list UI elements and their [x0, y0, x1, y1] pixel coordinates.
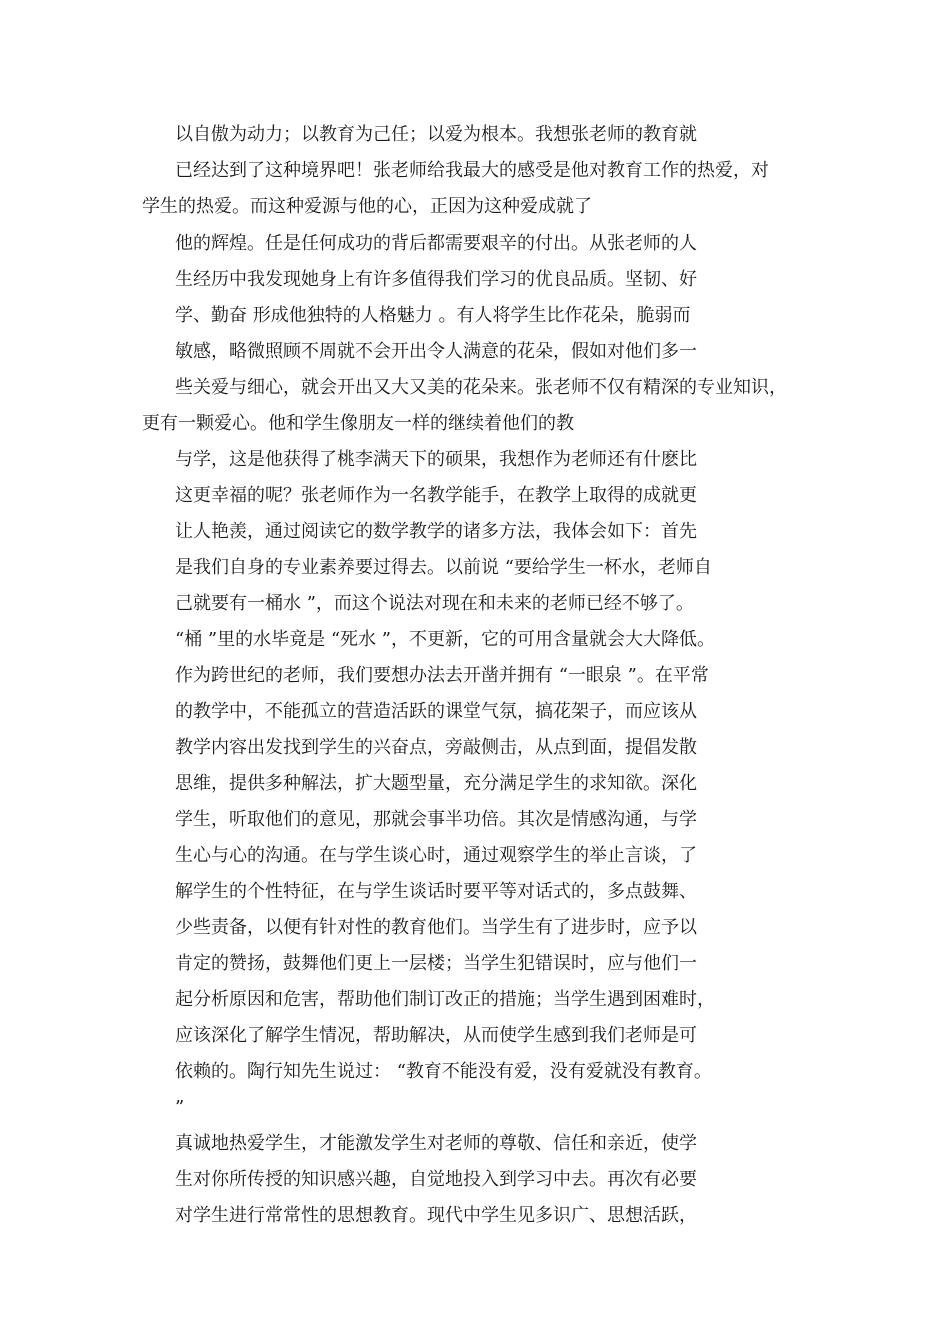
text-line: 生心与心的沟通。在与学生谈心时，通过观察学生的举止言谈，了	[175, 845, 697, 866]
text-line: 以自傲为动力；以教育为己任；以爱为根本。我想张老师的教育就	[175, 124, 697, 145]
text-line: 真诚地热爱学生，才能激发学生对老师的尊敬、信任和亲近，使学	[175, 1133, 697, 1154]
text-line: 让人艳羡，通过阅读它的数学教学的诸多方法，我体会如下：首先	[175, 521, 697, 542]
text-line: 应该深化了解学生情况，帮助解决，从而使学生感到我们老师是可	[175, 1025, 697, 1046]
text-line: 教学内容出发找到学生的兴奋点，旁敲侧击，从点到面，提倡发散	[175, 737, 697, 758]
text-line: 学、勤奋 形成他独特的人格魅力 。有人将学生比作花朵，脆弱而	[175, 305, 691, 326]
text-line: 与学，这是他获得了桃李满天下的硕果，我想作为老师还有什麽比	[175, 449, 697, 470]
text-line: ”	[175, 1097, 185, 1118]
text-line: 的教学中，不能孤立的营造活跃的课堂气氛，搞花架子，而应该从	[175, 701, 697, 722]
text-line: 肯定的赞扬，鼓舞他们更上一层楼；当学生犯错误时，应与他们一	[175, 953, 697, 974]
text-line: 对学生进行常常性的思想教育。现代中学生见多识广、思想活跃，	[175, 1205, 697, 1226]
text-line: 生对你所传授的知识感兴趣，自觉地投入到学习中去。再次有必要	[175, 1169, 697, 1190]
text-line: 更有一颗爱心。他和学生像朋友一样的继续着他们的教	[142, 413, 574, 434]
text-line: 己就要有一桶水 ”，而这个说法对现在和未来的老师已经不够了。	[175, 593, 694, 614]
text-line: 敏感，略微照顾不周就不会开出令人满意的花朵，假如对他们多一	[175, 341, 697, 362]
text-line: 依赖的。陶行知先生说过： “教育不能没有爱，没有爱就没有教育。	[175, 1061, 712, 1082]
text-line: 学生的热爱。而这种爱源与他的心，正因为这种爱成就了	[142, 196, 592, 217]
text-line: 生经历中我发现她身上有许多值得我们学习的优良品质。坚韧、好	[175, 269, 697, 290]
text-line: 是我们自身的专业素养要过得去。以前说 “要给学生一杯水，老师自	[175, 557, 712, 578]
text-line: 少些责备，以便有针对性的教育他们。当学生有了进步时，应予以	[175, 917, 697, 938]
text-line: 思维，提供多种解法，扩大题型量，充分满足学生的求知欲。深化	[175, 773, 697, 794]
text-line: 些关爱与细心，就会开出又大又美的花朵来。张老师不仅有精深的专业知识，	[175, 377, 787, 398]
text-line: 这更幸福的呢？张老师作为一名教学能手，在教学上取得的成就更	[175, 485, 697, 506]
text-line: 已经达到了这种境界吧！张老师给我最大的感受是他对教育工作的热爱，对	[175, 160, 769, 181]
text-line: 起分析原因和危害，帮助他们制订改正的措施；当学生遇到困难时，	[175, 989, 715, 1010]
text-line: 解学生的个性特征，在与学生谈话时要平等对话式的，多点鼓舞、	[175, 881, 697, 902]
text-line: “桶 ”里的水毕竟是 “死水 ”，不更新，它的可用含量就会大大降低。	[175, 629, 715, 650]
text-line: 他的辉煌。任是任何成功的背后都需要艰辛的付出。从张老师的人	[175, 233, 697, 254]
text-line: 学生，听取他们的意见，那就会事半功倍。其次是情感沟通，与学	[175, 809, 697, 830]
text-line: 作为跨世纪的老师，我们要想办法去开凿并拥有 “一眼泉 ”。在平常	[175, 665, 709, 686]
